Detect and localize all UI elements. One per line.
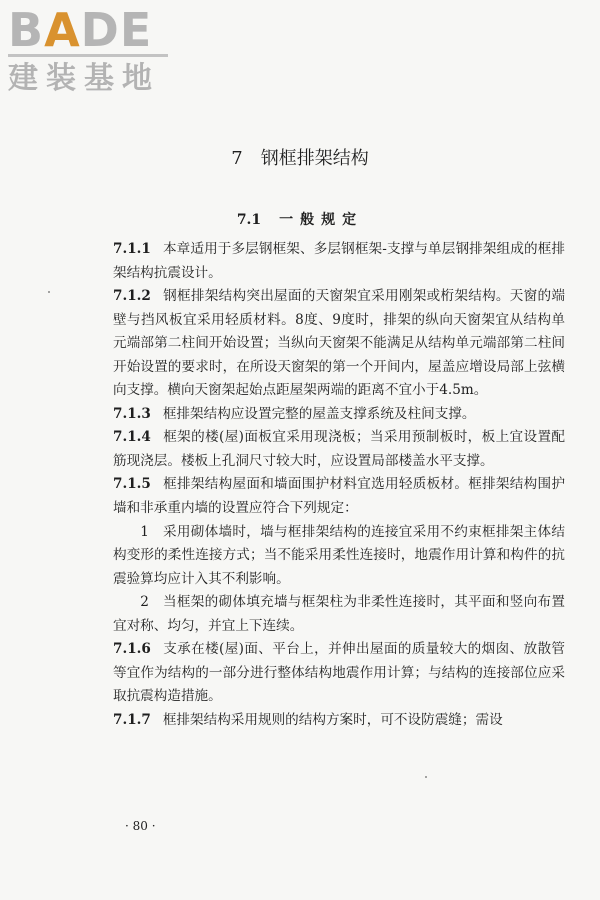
chapter-title: 钢框排架结构 xyxy=(260,148,369,169)
clause-number: 7.1.5 xyxy=(113,476,151,493)
logo xyxy=(8,4,183,99)
clause-number: 7.1.7 xyxy=(113,711,151,728)
speck xyxy=(48,291,50,293)
clause-7-1-5 xyxy=(113,473,565,520)
speck xyxy=(425,776,427,778)
section-number: 7.1 xyxy=(236,212,262,228)
clause-number: 7.1.2 xyxy=(113,288,151,305)
clause-list xyxy=(113,238,565,732)
chapter-heading xyxy=(0,144,600,170)
logo-accent-letter: A xyxy=(44,3,81,57)
clause-7-1-1 xyxy=(113,238,565,285)
chapter-number: 7 xyxy=(231,148,243,169)
clause-text: 钢框排架结构突出屋面的天窗架宜采用刚架或桁架结构。天窗的端壁与挡风板宜采用轻质材料。8度、9度时，排架的纵向天窗架宜从结构单元端部第二柱间开始设置；当纵向天窗架不能满足从结构单元端部第二柱间开始设置的要求时，在所设天窗架的第一个开间内，屋盖应增设局部上弦横向支撑。横向天窗架起始点距屋架两端的距离不宜小于4.5m。 xyxy=(113,288,565,399)
logo-subtitle: 建装基地 xyxy=(8,61,160,96)
section-heading xyxy=(0,209,600,229)
clause-text: 1 采用砌体墙时，墙与框排架结构的连接宜采用不约束框排架主体结构变形的柔性连接方式；当不能采用柔性连接时，地震作用计算和构件的抗震验算均应计入其不利影响。 xyxy=(113,523,565,587)
clause-number: 7.1.4 xyxy=(113,429,151,446)
clause-number: 7.1.1 xyxy=(113,241,151,257)
clause-7-1-5-item-1 xyxy=(113,521,565,592)
clause-number: 7.1.3 xyxy=(113,405,151,422)
clause-7-1-2 xyxy=(113,285,565,403)
clause-text: 框架的楼(屋)面板宜采用现浇板；当采用预制板时，板上宜设置配筋现浇层。楼板上孔洞尺寸较大时，应设置局部楼盖水平支撑。 xyxy=(113,429,565,469)
clause-text: 支承在楼(屋)面、平台上，并伸出屋面的质量较大的烟囱、放散管等宜作为结构的一部分进行整体结构地震作用计算；与结构的连接部位应采取抗震构造措施。 xyxy=(113,641,565,705)
clause-7-1-5-item-2 xyxy=(113,591,565,638)
clause-text: 框排架结构应设置完整的屋盖支撑系统及柱间支撑。 xyxy=(162,405,476,422)
logo-mark: BADE xyxy=(8,3,153,57)
clause-7-1-3 xyxy=(113,403,565,427)
clause-number: 7.1.6 xyxy=(113,641,151,658)
page-number: · 80 · xyxy=(125,819,156,833)
clause-7-1-6 xyxy=(113,638,565,709)
section-title: 一般规定 xyxy=(279,212,364,228)
clause-7-1-7 xyxy=(113,709,565,733)
clause-7-1-4 xyxy=(113,426,565,473)
clause-text: 2 当框架的砌体填充墙与框架柱为非柔性连接时，其平面和竖向布置宜对称、均匀，并宜上下连续。 xyxy=(113,594,565,634)
clause-text: 框排架结构屋面和墙面围护材料宜选用轻质板材。框排架结构围护墙和非承重内墙的设置应符合下列规定： xyxy=(113,476,565,517)
clause-text: 框排架结构采用规则的结构方案时，可不设防震缝；需设 xyxy=(162,711,503,728)
clause-text: 本章适用于多层钢框架、多层钢框架-支撑与单层钢排架组成的框排架结构抗震设计。 xyxy=(113,241,565,281)
